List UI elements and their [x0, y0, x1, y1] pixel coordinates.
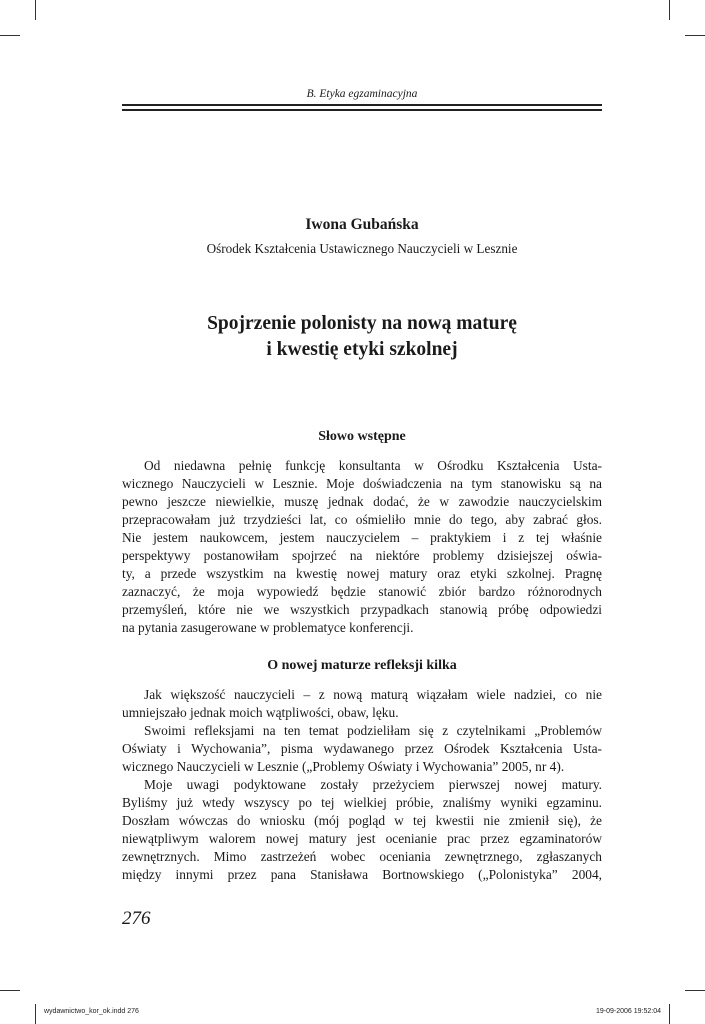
text-line: wicznego Nauczycieli w Lesznie („Problemy Oświaty i Wychowania” 2005, nr 4). [122, 759, 565, 774]
article-title [122, 311, 602, 363]
crop-mark [685, 990, 705, 991]
crop-mark [35, 1004, 36, 1024]
crop-mark [669, 0, 670, 20]
text-line: między innymi przez pana Stanisława Bortnowskiego („Polonistyka” 2004, [122, 867, 602, 882]
crop-mark [0, 35, 20, 36]
text-line: Od niedawna pełnię funkcję konsultanta w Ośrodku Kształcenia Usta- [144, 458, 602, 473]
author-name: Iwona Gubańska [305, 216, 419, 233]
title-line: Spojrzenie polonisty na nową maturę [207, 313, 517, 334]
header-rule [122, 104, 602, 106]
text-line: Jak większość nauczycieli – z nową maturą wiązałam wiele nadziei, co nie [144, 687, 602, 702]
section-heading: Słowo wstępne [318, 429, 406, 444]
text-line: Doszłam wówczas do wniosku (mój pogląd w tej kwestii nie zmienił się), że [122, 813, 602, 828]
text-line: na pytania zasugerowane w problematyce konferencji. [122, 620, 414, 635]
text-line: Oświaty i Wychowania”, pisma wydawanego przez Ośrodek Kształcenia Usta- [122, 741, 602, 756]
section-body [122, 686, 602, 884]
text-line: przemyśleń, które nie we wszystkich przypadkach stanowią próbę odpowiedzi [122, 602, 602, 617]
section-body [122, 457, 602, 637]
crop-mark [0, 990, 20, 991]
text-line: ty, a przede wszystkim na kwestię nowej matury oraz etyki szkolnej. Pragnę [122, 566, 602, 581]
crop-mark [669, 1004, 670, 1024]
text-line: przepracowałam już trzydzieści lat, co ośmieliło mnie do tego, aby zabrać głos. [122, 512, 602, 527]
text-line: Byliśmy już wtedy wszyscy po tej wielkiej próbie, znaliśmy wyniki egzaminu. [122, 795, 602, 810]
text-line: Moje uwagi podyktowane zostały przeżyciem pierwszej nowej matury. [144, 777, 602, 792]
text-line: Swoimi refleksjami na ten temat podzieliłam się z czytelnikami „Problemów [144, 723, 602, 738]
text-line: niewątpliwym walorem nowej matury jest ocenianie prac przez egzaminatorów [122, 831, 602, 846]
author-affiliation: Ośrodek Kształcenia Ustawicznego Nauczycieli w Lesznie [206, 241, 518, 256]
text-line: zaznaczyć, że moja wypowiedź będzie stanowić zbiór bardzo różnorodnych [122, 584, 602, 599]
header-rule [122, 109, 602, 111]
text-line: zewnętrznych. Mimo zastrzeżeń wobec oceniania zewnętrznego, zgłaszanych [122, 849, 602, 864]
section-heading: O nowej maturze refleksji kilka [267, 658, 457, 673]
text-line: wicznego Nauczycieli w Lesznie. Moje doświadczenia na tym stanowisku są na [122, 476, 602, 491]
crop-mark [685, 35, 705, 36]
page-number: 276 [122, 908, 151, 929]
slug-file-name: wydawnictwo_kor_ok.indd 276 [44, 1008, 139, 1015]
slug-timestamp: 19-09-2006 19:52:04 [596, 1008, 661, 1015]
text-line: pewno jeszcze niewielkie, muszę jednak dodać, że w zawodzie nauczycielskim [122, 494, 602, 509]
running-header: B. Etyka egzaminacyjna [306, 88, 418, 100]
crop-mark [35, 0, 36, 20]
title-line: i kwestię etyki szkolnej [266, 339, 458, 360]
text-line: umniejszało jednak moich wątpliwości, obaw, lęku. [122, 705, 399, 720]
text-line: perspektywy postanowiłam spojrzeć na niektóre problemy dzisiejszej oświa- [122, 548, 602, 563]
text-line: Nie jestem naukowcem, jestem nauczycielem – praktykiem i z tej właśnie [122, 530, 602, 545]
